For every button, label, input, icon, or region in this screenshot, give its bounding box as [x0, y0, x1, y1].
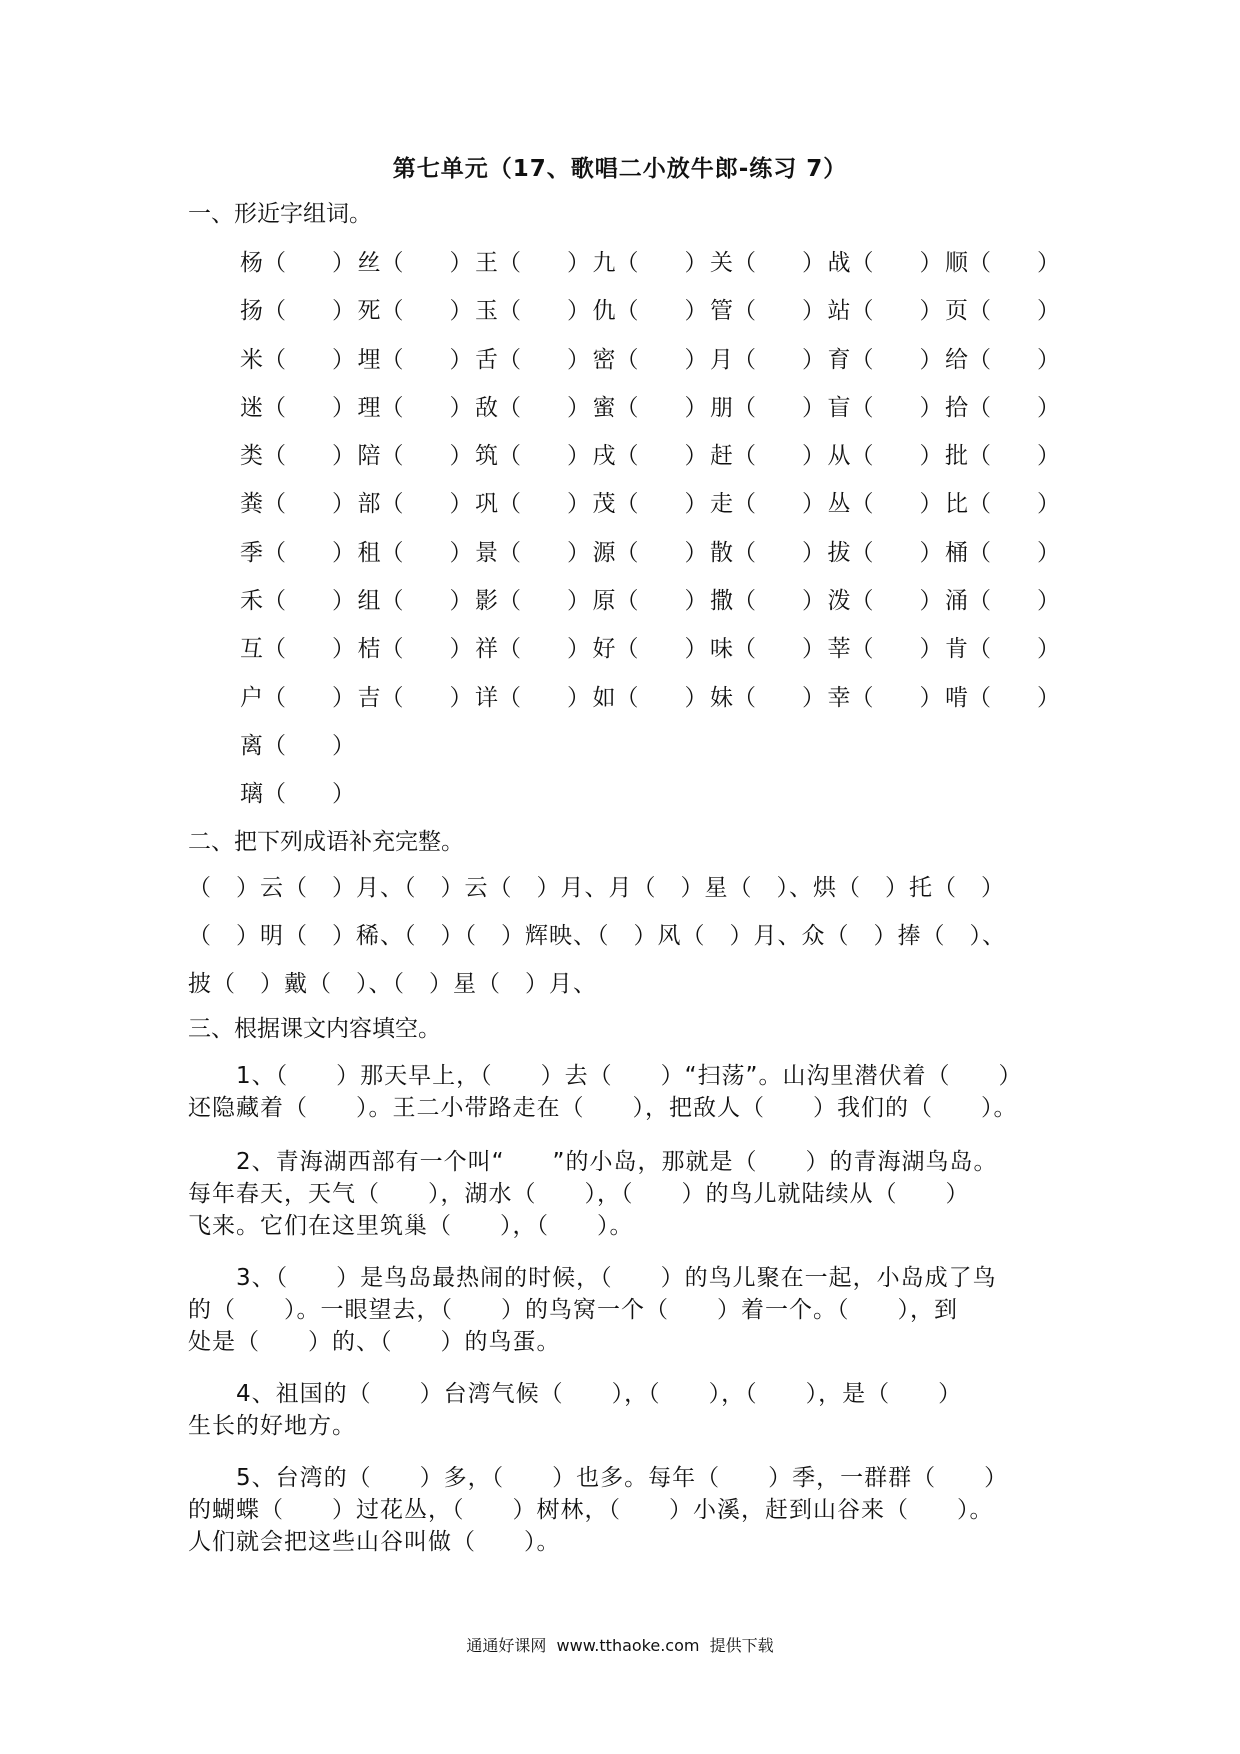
grid-row — [240, 586, 1060, 634]
grid-row — [240, 683, 1060, 731]
paragraph-line: 3、（ ）是鸟岛最热闹的时候，（ ）的鸟儿聚在一起，小岛成了鸟 — [188, 1265, 997, 1291]
word-cell: 部（ ） — [357, 491, 473, 518]
section-3-heading: 三、根据课文内容填空。 — [188, 1016, 441, 1042]
paragraph-line: 1、（ ）那天早上，（ ）去（ ）“扫荡”。山沟里潜伏着（ ） — [188, 1063, 1023, 1089]
word-cell: 王（ ） — [475, 250, 590, 276]
word-cell: 妹（ ） — [710, 684, 825, 711]
paragraph-line: 2、青海湖西部有一个叫“ ”的小岛，那就是（ ）的青海湖鸟岛。 — [188, 1149, 998, 1175]
grid-row — [240, 296, 1060, 344]
paragraph-line: 每年春天，天气（ ），湖水（ ），（ ）的鸟儿就陆续从（ ） — [188, 1181, 970, 1207]
word-cell: 蜜（ ） — [592, 394, 708, 421]
word-cell: 禾（ ） — [240, 588, 355, 615]
word-cell: 批（ ） — [945, 443, 1060, 470]
word-cell: 巩（ ） — [475, 491, 590, 518]
word-cell: 户（ ） — [240, 684, 355, 711]
fill-blank-item-1 — [188, 1060, 1060, 1124]
word-cell: 扬（ ） — [240, 298, 355, 325]
word-cell: 敌（ ） — [475, 394, 590, 421]
word-cell: 密（ ） — [592, 346, 708, 373]
grid-row — [240, 489, 1060, 537]
word-cell: 拾（ ） — [945, 394, 1060, 421]
word-cell: 理（ ） — [357, 394, 473, 421]
idiom-line: （ ）明（ ）稀、（ ）（ ）辉映、（ ）风（ ）月、众（ ）捧（ ）、 — [188, 923, 1006, 949]
word-cell: 丝（ ） — [357, 250, 473, 276]
word-cell: 拔（ ） — [827, 539, 943, 566]
fill-blank-item-4 — [188, 1378, 1060, 1442]
word-cell: 育（ ） — [827, 346, 943, 373]
word-cell: 粪（ ） — [240, 491, 355, 518]
word-cell: 管（ ） — [710, 298, 825, 325]
word-cell: 比（ ） — [945, 491, 1060, 518]
paragraph-line: 5、台湾的（ ）多，（ ）也多。每年（ ）季，一群群（ ） — [188, 1465, 1009, 1491]
idiom-line: 披（ ）戴（ ）、（ ）星（ ）月、 — [188, 971, 597, 997]
word-cell: 好（ ） — [592, 636, 708, 663]
paragraph-line: 人们就会把这些山谷叫做（ ）。 — [188, 1529, 561, 1555]
word-cell: 顺（ ） — [945, 250, 1060, 276]
word-cell: 赶（ ） — [710, 443, 825, 470]
similar-characters-grid — [240, 248, 1060, 828]
word-cell: 月（ ） — [710, 346, 825, 373]
word-cell: 璃（ ） — [240, 781, 355, 808]
word-cell: 散（ ） — [710, 539, 825, 566]
word-cell: 仇（ ） — [592, 298, 708, 325]
paragraph-line: 的蝴蝶（ ）过花丛，（ ）树林，（ ）小溪，赶到山谷来（ ）。 — [188, 1497, 994, 1523]
word-cell: 原（ ） — [592, 588, 708, 615]
word-cell: 涌（ ） — [945, 588, 1060, 615]
word-cell: 景（ ） — [475, 539, 590, 566]
word-cell: 啃（ ） — [945, 684, 1060, 711]
word-cell: 影（ ） — [475, 588, 590, 615]
fill-blank-item-5 — [188, 1462, 1060, 1558]
paragraph-line: 还隐藏着（ ）。王二小带路走在（ ），把敌人（ ）我们的（ ）。 — [188, 1095, 1018, 1121]
fill-blank-item-2 — [188, 1146, 1060, 1242]
word-cell: 详（ ） — [475, 684, 590, 711]
word-cell: 租（ ） — [357, 539, 473, 566]
grid-row — [240, 345, 1060, 393]
word-cell: 舌（ ） — [475, 346, 590, 373]
paragraph-line: 处是（ ）的、（ ）的鸟蛋。 — [188, 1329, 561, 1355]
word-cell: 泼（ ） — [827, 588, 943, 615]
grid-row — [240, 393, 1060, 441]
word-cell: 茂（ ） — [592, 491, 708, 518]
idiom-line: （ ）云（ ）月、（ ）云（ ）月、月（ ）星（ ）、烘（ ）托（ ） — [188, 875, 1005, 901]
word-cell: 从（ ） — [827, 443, 943, 470]
paragraph-line: 生长的好地方。 — [188, 1413, 356, 1439]
paragraph-line: 4、祖国的（ ）台湾气候（ ），（ ），（ ），是（ ） — [188, 1381, 963, 1407]
word-cell: 味（ ） — [710, 636, 825, 663]
fill-blank-item-3 — [188, 1262, 1060, 1358]
grid-row — [240, 248, 1060, 296]
word-cell: 源（ ） — [592, 539, 708, 566]
section-2-heading: 二、把下列成语补充完整。 — [188, 829, 464, 855]
word-cell: 走（ ） — [710, 491, 825, 518]
word-cell: 幸（ ） — [827, 684, 943, 711]
word-cell: 互（ ） — [240, 636, 355, 663]
grid-row — [240, 731, 1060, 779]
grid-row — [240, 538, 1060, 586]
word-cell: 战（ ） — [827, 250, 943, 276]
word-cell: 死（ ） — [357, 298, 473, 325]
grid-row — [240, 441, 1060, 489]
word-cell: 莘（ ） — [827, 636, 943, 663]
word-cell: 迷（ ） — [240, 394, 355, 421]
idiom-list — [188, 873, 1068, 1017]
word-cell: 关（ ） — [710, 250, 825, 276]
word-cell: 站（ ） — [827, 298, 943, 325]
word-cell: 桶（ ） — [945, 539, 1060, 566]
word-cell: 杨（ ） — [240, 250, 355, 276]
grid-row — [240, 779, 1060, 827]
grid-row — [240, 634, 1060, 682]
word-cell: 桔（ ） — [357, 636, 473, 663]
word-cell: 如（ ） — [592, 684, 708, 711]
word-cell: 盲（ ） — [827, 394, 943, 421]
word-cell: 九（ ） — [592, 250, 708, 276]
word-cell: 页（ ） — [945, 298, 1060, 325]
word-cell: 类（ ） — [240, 443, 355, 470]
word-cell: 玉（ ） — [475, 298, 590, 325]
word-cell: 埋（ ） — [357, 346, 473, 373]
word-cell: 撒（ ） — [710, 588, 825, 615]
page-title: 第七单元（17、歌唱二小放牛郎-练习 7） — [392, 156, 848, 182]
word-cell: 给（ ） — [945, 346, 1060, 373]
word-cell: 祥（ ） — [475, 636, 590, 663]
word-cell: 肯（ ） — [945, 636, 1060, 663]
section-1-heading: 一、形近字组词。 — [188, 201, 372, 227]
word-cell: 戌（ ） — [592, 443, 708, 470]
word-cell: 离（ ） — [240, 732, 355, 759]
paragraph-line: 的（ ）。一眼望去，（ ）的鸟窝一个（ ）着一个。（ ），到 — [188, 1297, 958, 1323]
word-cell: 陪（ ） — [357, 443, 473, 470]
word-cell: 吉（ ） — [357, 684, 473, 711]
word-cell: 米（ ） — [240, 346, 355, 373]
footer-source: 通通好课网 www.tthaoke.com 提供下载 — [466, 1636, 774, 1655]
word-cell: 季（ ） — [240, 539, 355, 566]
word-cell: 丛（ ） — [827, 491, 943, 518]
word-cell: 朋（ ） — [710, 394, 825, 421]
word-cell: 筑（ ） — [475, 443, 590, 470]
word-cell: 组（ ） — [357, 588, 473, 615]
paragraph-line: 飞来。它们在这里筑巢（ ），（ ）。 — [188, 1213, 634, 1239]
